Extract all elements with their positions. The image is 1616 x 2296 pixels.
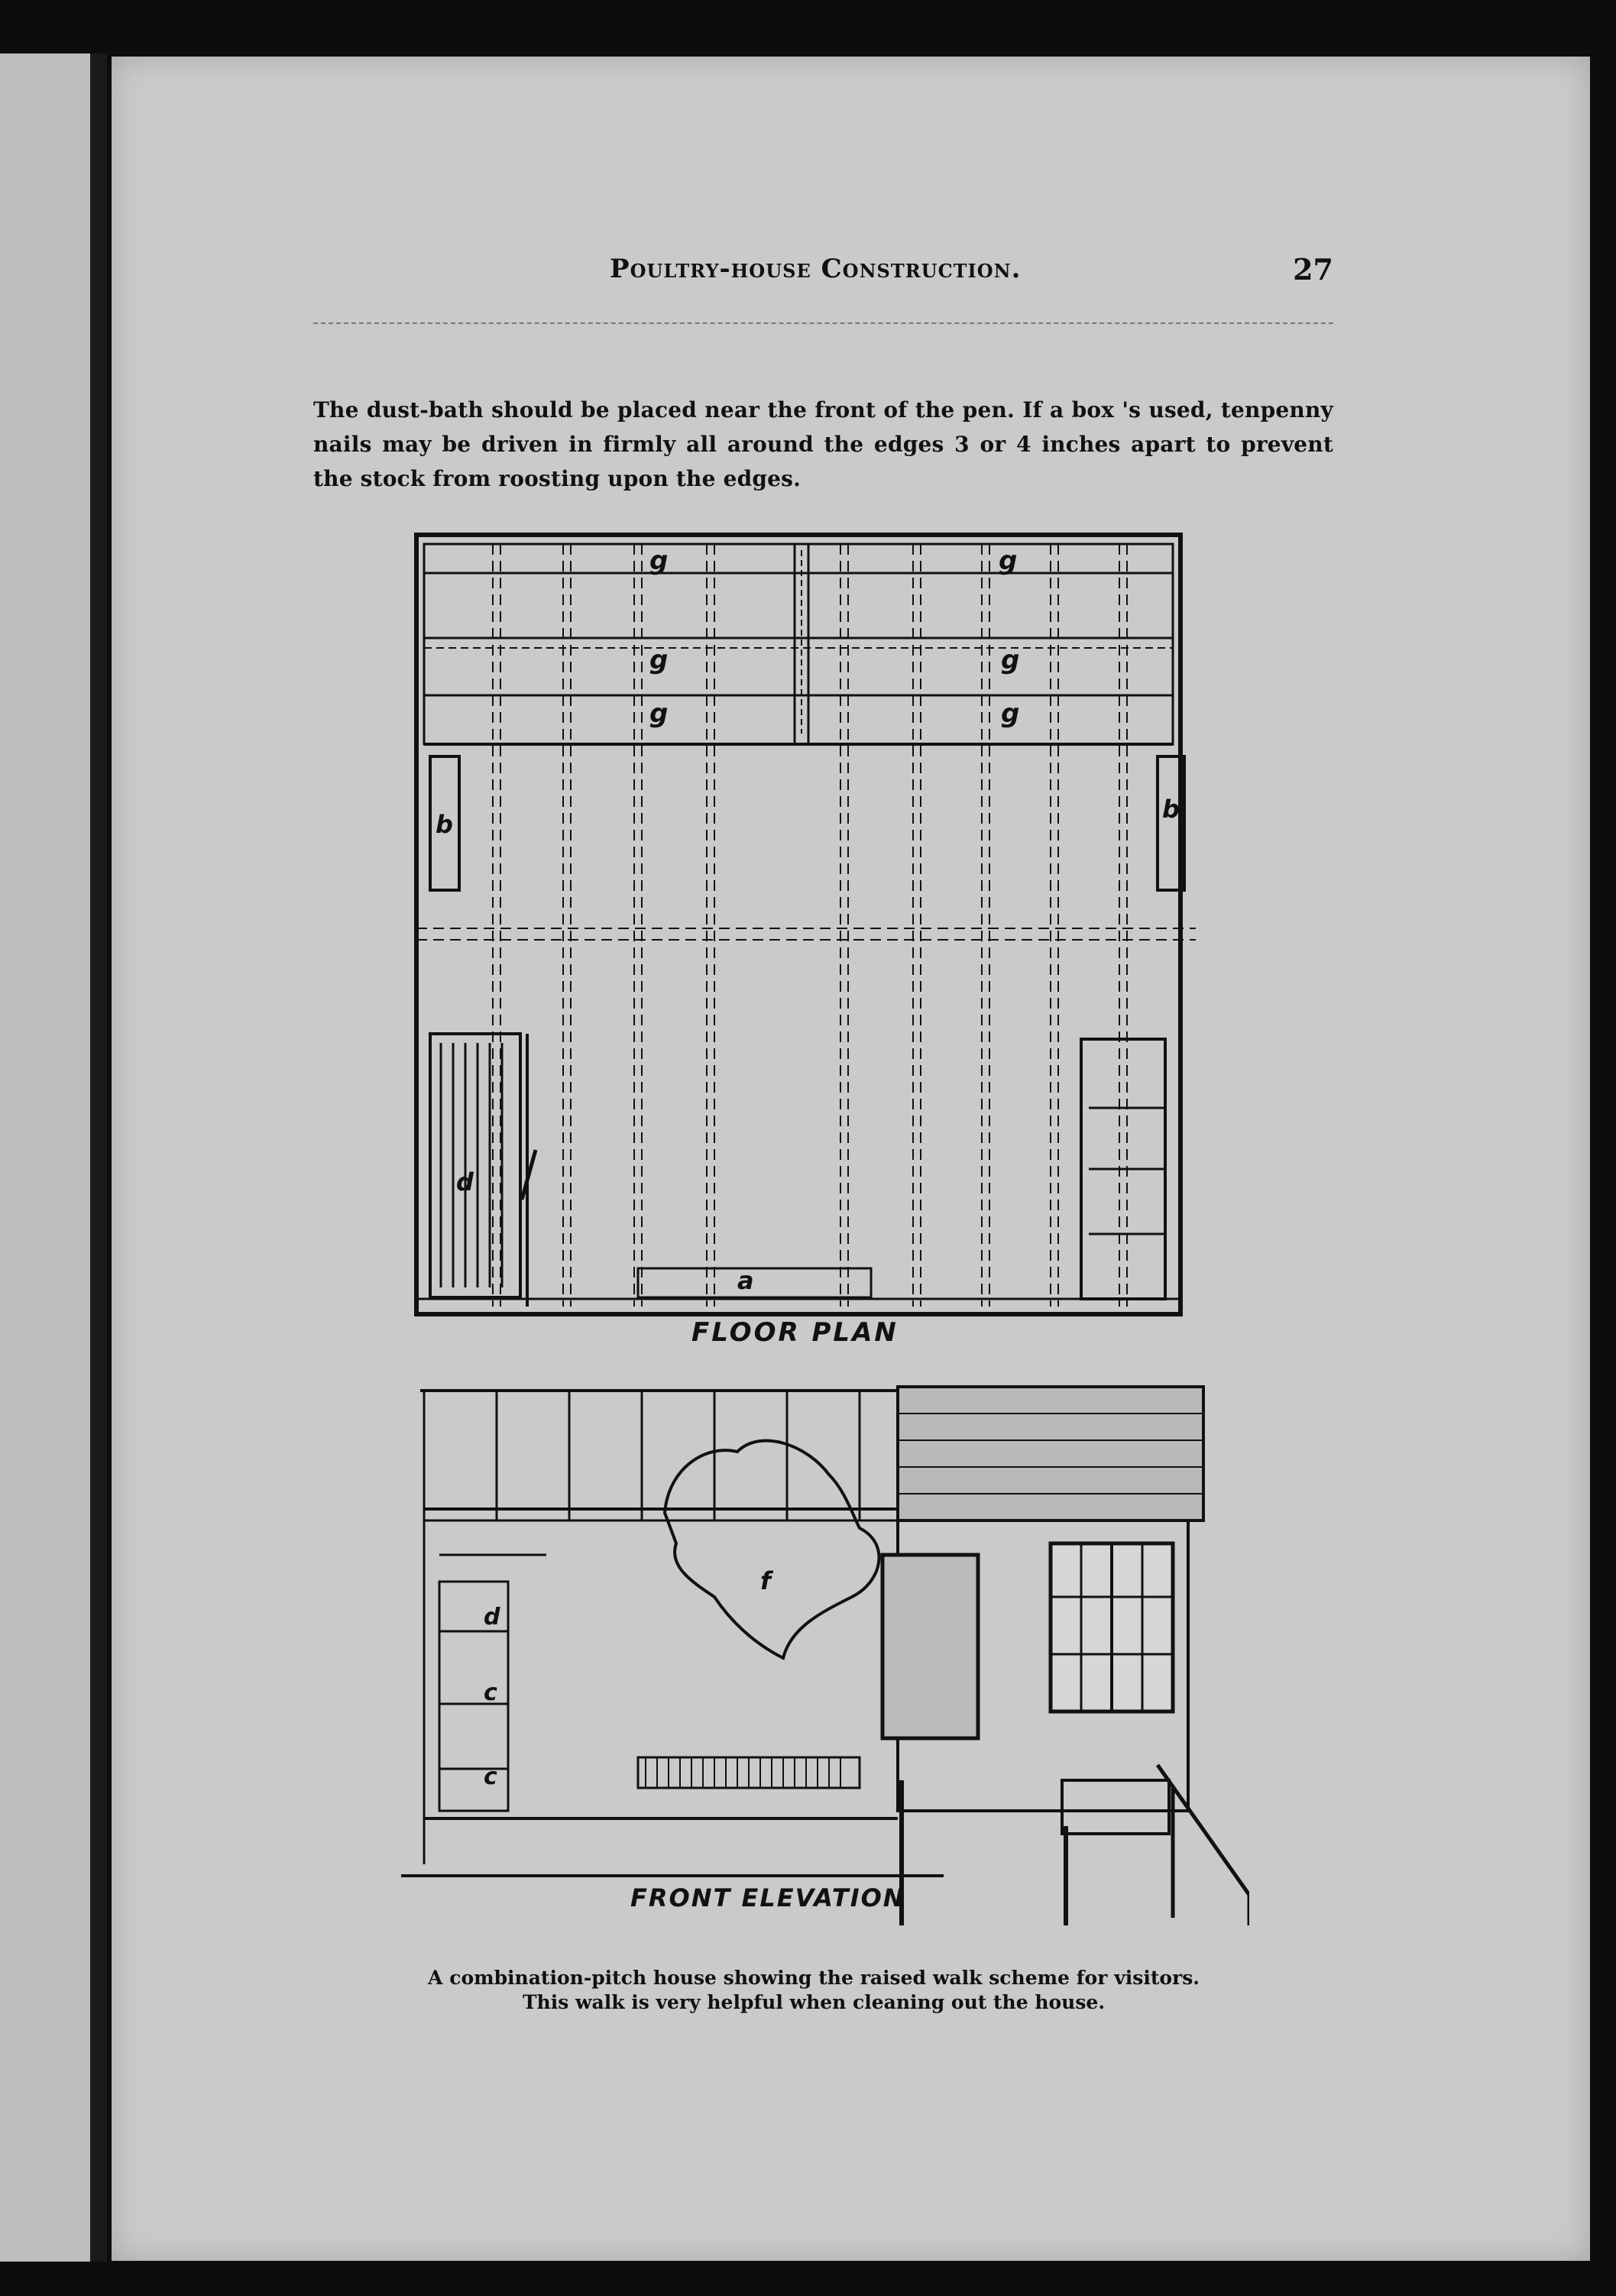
floor-plan-label: FLOOR PLAN: [691, 1317, 899, 1348]
figure-caption: A combination-pitch house showing the raised walk scheme for visitors. This walk is very helpful when cleaning out the house.: [428, 1967, 1200, 2013]
marker-g1-left: g: [649, 546, 669, 576]
running-head-title: Poultry-house Construction.: [610, 254, 1022, 284]
under-opening: [1062, 1780, 1169, 1834]
front-elevation-label: FRONT ELEVATION: [630, 1883, 905, 1912]
body-paragraph: The dust-bath should be placed near the front of the pen. If a box 's used, tenpenny nails may be driven in firmly all around the edges 3 or 4 inches apart to prevent the stock from roosting upon the edges.: [313, 397, 1333, 491]
marker-g3-right: g: [1001, 698, 1020, 729]
marker-g1-right: g: [999, 546, 1018, 576]
wire-door: [882, 1555, 978, 1738]
floor-plan: [416, 535, 1196, 1314]
marker-b-left: b: [436, 810, 453, 839]
marker-g2-right: g: [1001, 645, 1020, 675]
figure-drawing: [393, 527, 1249, 1941]
front-elevation: [401, 1387, 1249, 1925]
marker-a-plan: a: [737, 1266, 754, 1295]
facing-page-edge: [0, 53, 99, 2262]
marker-d-elev: d: [484, 1604, 500, 1631]
marker-f-elev: f: [760, 1566, 771, 1595]
roof-shingles: [898, 1387, 1203, 1520]
nest-area: [430, 1034, 520, 1297]
floor-plan-outline: [416, 535, 1180, 1314]
marker-g2-left: g: [649, 645, 669, 675]
head-rule: [313, 322, 1333, 324]
marker-d-plan: d: [456, 1167, 474, 1197]
figure: [393, 527, 1249, 1941]
marker-c-elev-1: c: [484, 1679, 497, 1706]
book-gutter: [90, 53, 107, 2262]
dust-bath-box: [638, 1268, 871, 1297]
marker-c-elev-2: c: [484, 1763, 497, 1790]
running-head: [313, 235, 1333, 296]
marker-b-right: b: [1162, 795, 1180, 824]
marker-g3-left: g: [649, 698, 669, 729]
page-number: 27: [1293, 252, 1333, 287]
